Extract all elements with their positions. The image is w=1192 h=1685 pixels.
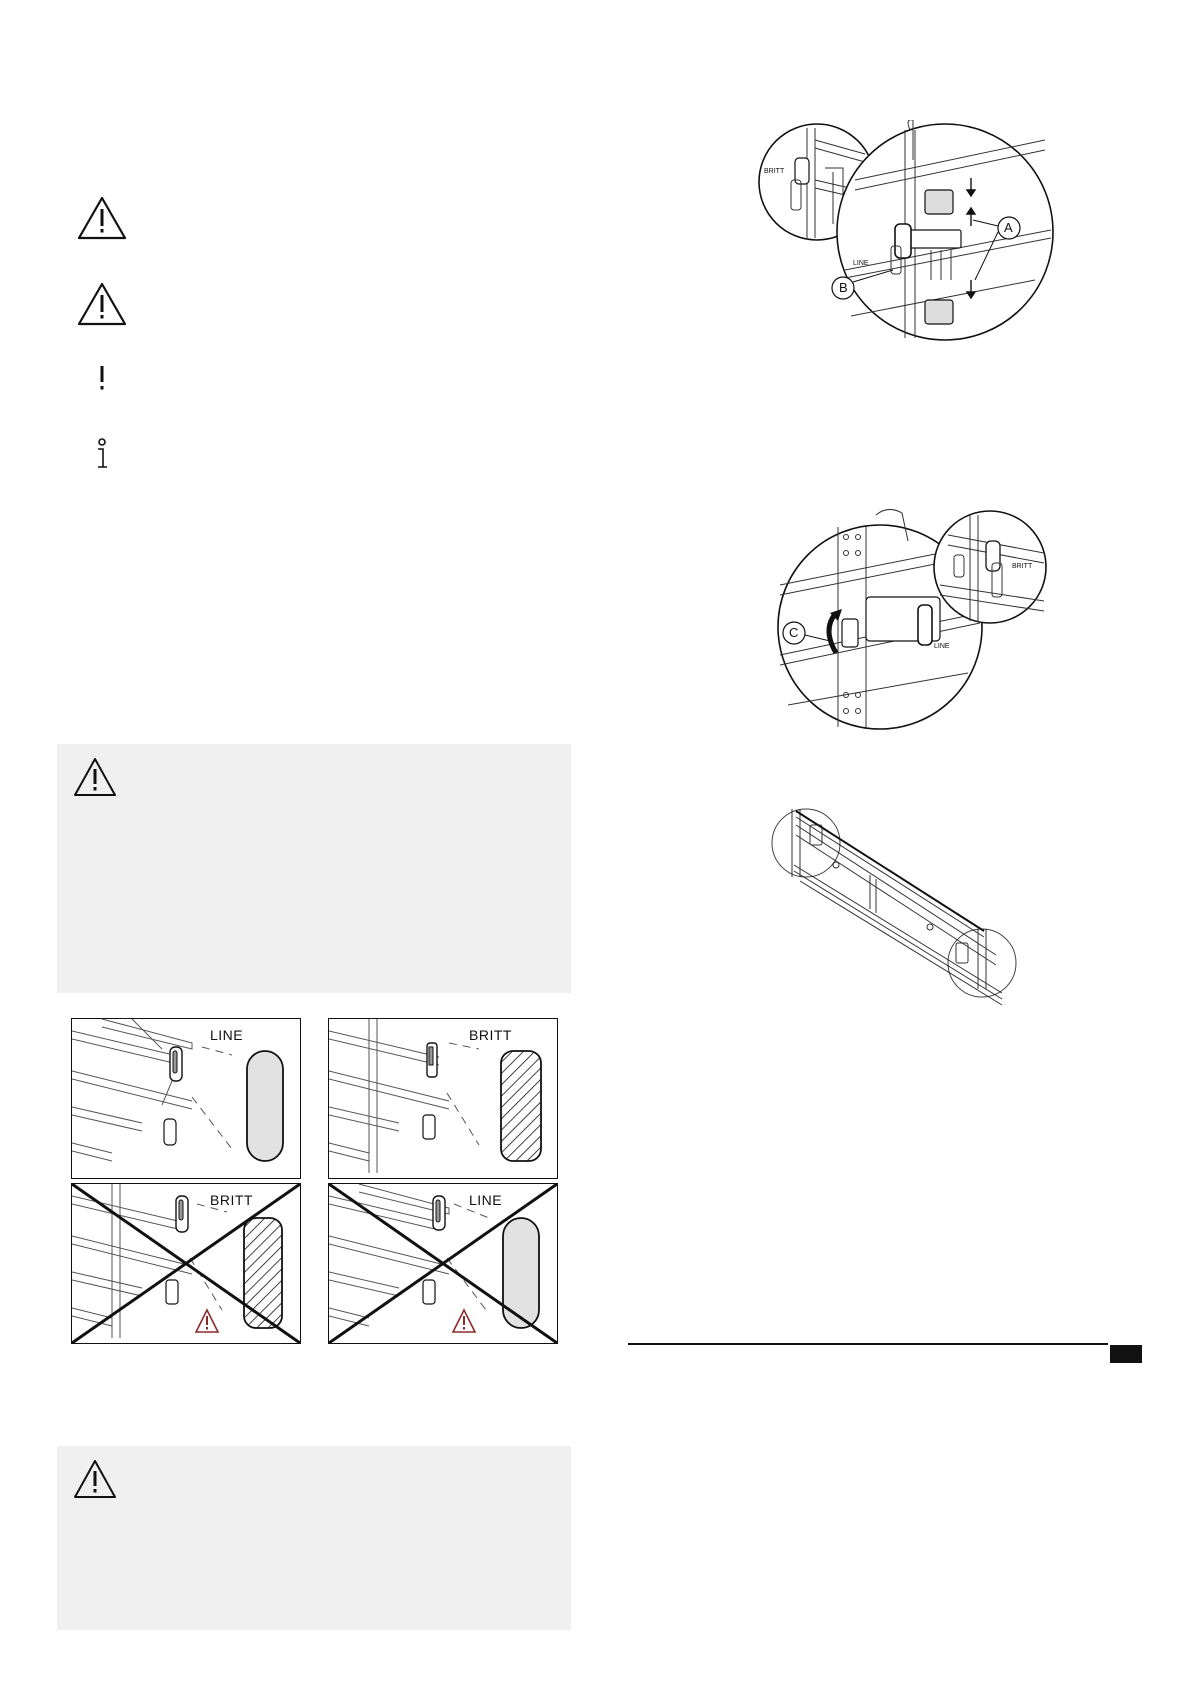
- figure-label-britt: BRITT: [1012, 563, 1033, 570]
- profile-label: BRITT: [469, 1027, 512, 1043]
- figure-label-line: LINE: [934, 643, 950, 650]
- profile-label: LINE: [469, 1192, 503, 1208]
- profile-panel-britt-wrong: [71, 1183, 301, 1344]
- profile-panel-line-correct: [71, 1018, 301, 1179]
- callout-c: C: [789, 625, 799, 640]
- figure-rail-overview: [770, 805, 1034, 1015]
- figure-bracket-assembly-1: [755, 120, 1055, 360]
- footer-rule: [628, 1343, 1108, 1345]
- warning-box: [57, 1446, 571, 1630]
- figure-label-britt: BRITT: [764, 168, 785, 175]
- info-icon: [94, 438, 110, 472]
- figure-label-line: LINE: [853, 260, 869, 267]
- profile-panel-line-wrong: [328, 1183, 558, 1344]
- callout-b: B: [839, 280, 848, 295]
- page-number-tab: [1110, 1345, 1142, 1363]
- warning-triangle-icon: [76, 195, 128, 241]
- profile-label: BRITT: [210, 1192, 253, 1208]
- profile-label: LINE: [210, 1027, 244, 1043]
- figure-bracket-assembly-2: [758, 505, 1058, 735]
- warning-box: [57, 744, 571, 993]
- warning-triangle-icon: [72, 1458, 118, 1505]
- exclamation-icon: [98, 364, 106, 397]
- warning-triangle-icon: [76, 281, 128, 327]
- warning-triangle-icon: [72, 756, 118, 803]
- callout-a: A: [1004, 220, 1013, 235]
- profile-panel-britt-correct: [328, 1018, 558, 1179]
